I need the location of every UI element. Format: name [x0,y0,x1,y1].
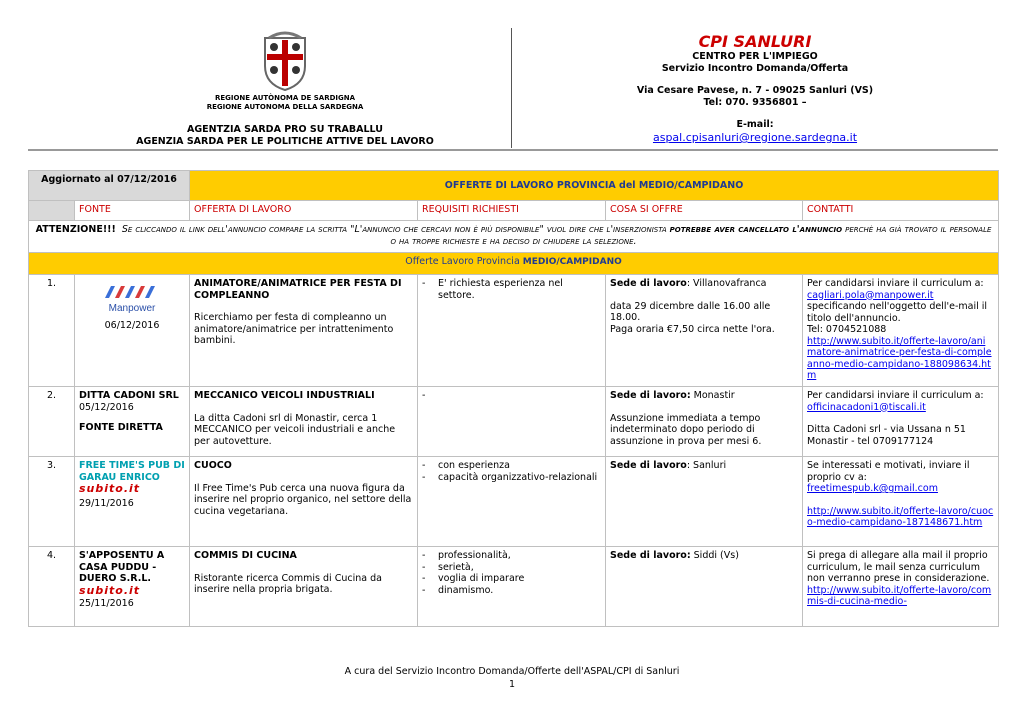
page-number: 1 [508,679,516,690]
header-left [90,30,480,148]
row-contacts [803,457,999,547]
updated-date: Aggiornato al 07/12/2016 [29,171,190,201]
contact-text: Per candidarsi inviare il curriculum a: [807,390,984,401]
contact-text: Se interessati e motivati, inviare il proprio cv a: [807,460,970,483]
contact-email-link[interactable]: officinacadoni1@tiscali.it [807,401,926,413]
cpi-service: Servizio Incontro Domanda/Offerta [661,63,849,74]
region-name [90,94,480,112]
row-benefits [606,275,803,387]
region-line-2: REGIONE AUTONOMA DELLA SARDEGNA [206,103,364,111]
offer-extra: Assunzione immediata a tempo indeterminato dopo periodo di assunzione in prova per mesi 6. [610,412,762,447]
source-name: S'APPOSENTU A CASA PUDDU - DUERO S.R.L. [79,550,165,584]
row-source [75,387,190,457]
source-extra: FONTE DIRETTA [79,422,163,433]
attention-bold: potrebbe aver cancellato l'annuncio [669,224,843,235]
contact-url-link[interactable]: http://www.subito.it/offerte-lavoro/animatore-animatrice-per-festa-di-compleanno-medio-campidano-188098634.htm [807,335,992,381]
source-name: FREE TIME'S PUB DI GARAU ENRICO [79,460,185,483]
contact-text: Si prega di allegare alla mail il proprio curriculum, le mail senza curriculum non verranno prese in considerazione. [807,550,990,584]
section-title-small: MEDIO/CAMPIDANO [522,257,622,267]
manpower-logo [97,280,167,316]
row-number: 4. [29,547,75,627]
source-date: 06/12/2016 [104,320,160,331]
table-row [29,457,999,547]
row-requirements [418,457,606,547]
row-offer [190,275,418,387]
requirement-item: - dinamismo. [422,585,601,597]
agency-line-2: AGENZIA SARDA PER LE POLITICHE ATTIVE DEL LAVORO [136,136,434,147]
row-benefits [606,547,803,627]
source-date: 05/12/2016 [79,401,134,413]
column-header-contatti: CONTATTI [803,201,999,221]
row-contacts [803,387,999,457]
section-title-main: Offerte Lavoro Provincia [405,256,520,267]
region-line-1: REGIONE AUTÒNOMA DE SARDIGNA [214,94,356,102]
row-offer [190,387,418,457]
offer-text: Ristorante ricerca Commis di Cucina da inserire nella propria brigata. [194,572,382,595]
attention-label: ATTENZIONE!!! [35,224,116,235]
source-name: DITTA CADONI SRL [79,390,179,401]
offer-title: MECCANICO VEICOLI INDUSTRIALI [194,390,375,401]
offer-text: Il Free Time's Pub cerca una nuova figura da inserire nel proprio organico, nel settore della cucina vegetariana. [194,482,412,517]
manpower-logo-text: Manpower [108,303,156,314]
column-header-offerta: OFFERTA DI LAVORO [190,201,418,221]
row-number: 3. [29,457,75,547]
agency-line-1: AGENTZIA SARDA PRO SU TRABALLU [187,124,383,135]
footer-credit: A cura del Servizio Incontro Domanda/Offerte dell'ASPAL/CPI di Sanluri [344,666,680,677]
contact-phone: Tel: 0704521088 [807,324,887,335]
cpi-title: CPI SANLURI [698,32,812,51]
cpi-email-link[interactable]: aspal.cpisanluri@regione.sardegna.it [652,131,858,144]
requirement-item: - capacità organizzativo-relazionali [422,472,601,484]
place-value: Monastir [690,390,735,401]
requirement-item: - voglia di imparare [422,573,601,585]
row-source [75,457,190,547]
offer-extra: data 29 dicembre dalle 16.00 alle 18.00. [610,300,771,323]
row-contacts [803,547,999,627]
cpi-email-label: E-mail: [736,119,774,130]
attention-text-1: Se cliccando il link dell'annuncio compare la scritta "L'annuncio che cercavi non è più disponibile" vuol dire che l'inserzionista [121,224,667,235]
subito-logo: subito.it [79,482,141,495]
header-divider [511,28,512,148]
job-offers-table [28,170,999,627]
column-header-fonte: FONTE [75,201,190,221]
row-offer [190,457,418,547]
sardinia-crest-logo [255,30,315,92]
contact-text-2: specificando nell'oggetto dell'e-mail il titolo dell'annuncio. [807,301,988,324]
row-requirements [418,387,606,457]
column-header-requisiti: REQUISITI RICHIESTI [418,201,606,221]
place-label: Sede di lavoro [610,278,687,289]
contact-url-link[interactable]: http://www.subito.it/offerte-lavoro/cuoco-medio-campidano-187148671.htm [807,505,994,528]
contact-email-link[interactable]: freetimespub.k@gmail.com [807,483,938,494]
table-banner: OFFERTE DI LAVORO PROVINCIA del MEDIO/CAMPIDANO [190,171,999,201]
row-source [75,275,190,387]
place-label: Sede di lavoro: [610,390,691,401]
cpi-tel: Tel: 070. 9356801 – [703,97,807,108]
agency-name [90,124,480,148]
contact-text-2: Ditta Cadoni srl - via Ussana n 51 Monastir - tel 0709177124 [807,424,966,447]
section-title [29,253,999,275]
source-date: 25/11/2016 [79,598,134,609]
row-benefits [606,387,803,457]
contact-text: Per candidarsi inviare il curriculum a: [807,278,984,289]
subito-logo: subito.it [79,583,141,597]
offer-text: La ditta Cadoni srl di Monastir, cerca 1 MECCANICO per veicoli industriali e anche per autovetture. [194,412,396,447]
requirement-item: - professionalità, [422,550,601,562]
offer-title: ANIMATORE/ANIMATRICE PER FESTA DI COMPLEANNO [194,278,402,301]
column-header-offre: COSA SI OFFRE [606,201,803,221]
place-value: : Sanluri [686,460,727,471]
table-row [29,387,999,457]
requirement-item: - con esperienza [422,460,601,472]
header-cell-num [29,201,75,221]
cpi-address: Via Cesare Pavese, n. 7 - 09025 Sanluri (VS) [636,85,874,96]
place-label: Sede di lavoro: [610,550,691,561]
row-requirements [418,547,606,627]
place-value: Siddi (Vs) [690,550,739,561]
cpi-subtitle: CENTRO PER L'IMPIEGO [692,51,818,62]
requirement-item: - serietà, [422,562,601,574]
place-value: : Villanovafranca [686,278,767,289]
row-source [75,547,190,627]
row-number: 1. [29,275,75,387]
offer-title: COMMIS DI CUCINA [194,550,297,561]
table-row [29,547,999,627]
row-requirements [418,275,606,387]
table-row [29,275,999,387]
offer-title: CUOCO [194,460,232,471]
header-rule [28,149,998,151]
attention-text-2: perchè ha già trovato il personale o ha troppe richieste e ha deciso di chiudere la selezione. [390,224,992,247]
row-contacts [803,275,999,387]
header-right [560,32,950,144]
offer-extra-2: Paga oraria €7,50 circa nette l'ora. [610,323,775,335]
row-benefits [606,457,803,547]
row-number: 2. [29,387,75,457]
attention-notice [29,221,999,253]
contact-email-link[interactable]: cagliari.pola@manpower.it [807,289,934,301]
place-label: Sede di lavoro [610,460,687,471]
source-date: 29/11/2016 [79,497,134,509]
contact-url-link[interactable]: http://www.subito.it/offerte-lavoro/commis-di-cucina-medio- [807,584,992,607]
row-offer [190,547,418,627]
offer-text: Ricerchiamo per festa di compleanno un animatore/animatrice per intrattenimento bambini. [194,312,394,346]
requirement-item: - E' richiesta esperienza nel settore. [422,278,601,301]
